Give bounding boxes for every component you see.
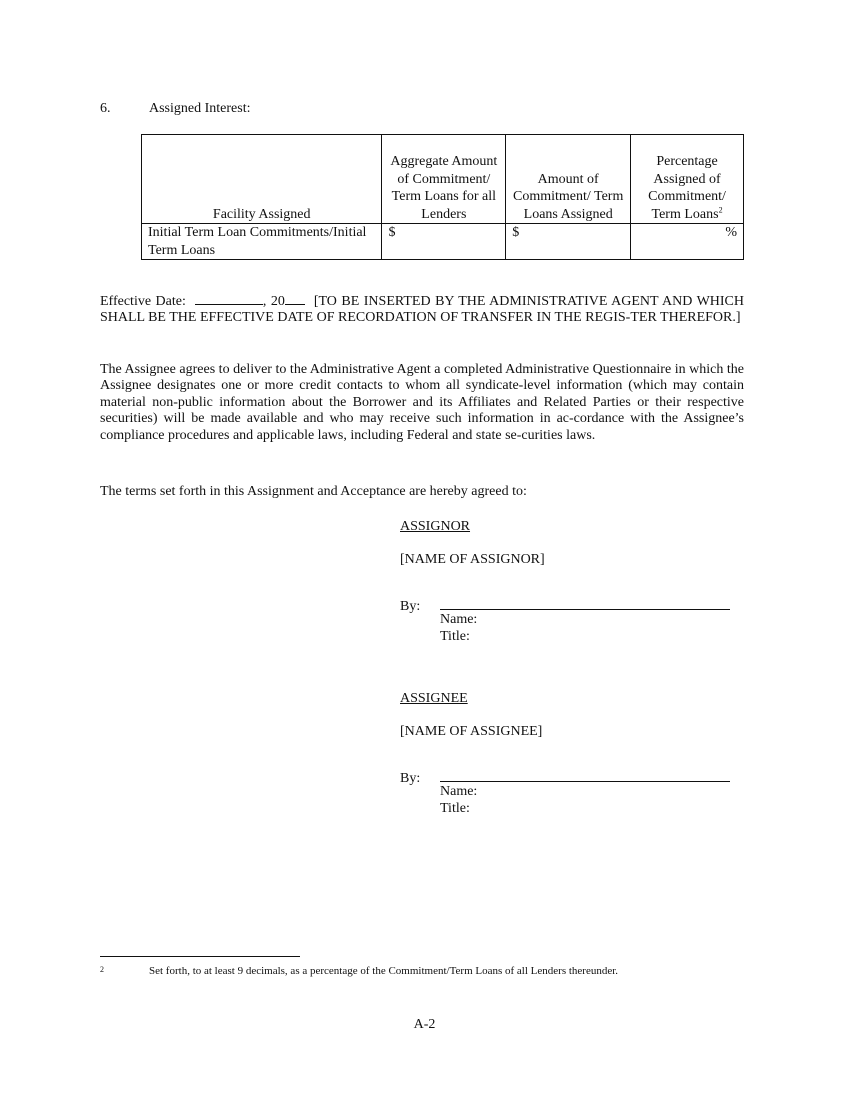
page-number: A-2: [413, 1017, 436, 1032]
footnote-divider: [100, 956, 300, 957]
effective-date-label: Effective Date:: [100, 294, 186, 309]
effective-date-instruction: [TO BE INSERTED BY THE ADMINISTRATIVE AGENT AND WHICH SHALL BE THE EFFECTIVE DATE OF RECORDATION OF TRANSFER IN THE REGIS-TER THEREFOR.]: [100, 294, 745, 326]
cell-assigned: $: [506, 224, 631, 260]
header-assigned: Amount of Commitment/ Term Loans Assigned: [506, 135, 631, 224]
assignee-name: [NAME OF ASSIGNEE]: [400, 724, 543, 739]
header-aggregate: Aggregate Amount of Commitment/ Term Loans for all Lenders: [382, 135, 506, 224]
header-footnote-ref: 2: [718, 204, 723, 214]
effective-date-paragraph: [100, 293, 744, 327]
assignor-title-label: Title:: [440, 629, 470, 644]
assignee-title-label: Title:: [440, 801, 470, 816]
section-title: Assigned Interest:: [149, 101, 251, 116]
agreed-paragraph: The terms set forth in this Assignment and Acceptance are hereby agreed to:: [100, 484, 527, 499]
assignor-name: [NAME OF ASSIGNOR]: [400, 552, 545, 567]
header-facility: Facility Assigned: [142, 135, 382, 224]
assignor-signature-rule: [440, 609, 730, 610]
assignor-signature-line: [400, 599, 740, 659]
table-header-row: [142, 135, 744, 224]
assignor-by-label: By:: [400, 599, 421, 614]
section-heading: [100, 101, 250, 117]
assignor-name-label: Name:: [440, 612, 478, 627]
footnote-number: 2: [100, 965, 104, 974]
questionnaire-paragraph: The Assignee agrees to deliver to the Administrative Agent a completed Administrative Questionnaire in which the Assignee designates one or more credit contacts to whom all syndicate-level information (which may contain material non-public information about the Borrower and its Affiliates and Related Parties or their respective securities) will be made available and who may receive such information in ac-cordance with the Assignee’s compliance procedures and applicable laws, including Federal and state se-curities laws.: [100, 362, 744, 443]
assignee-heading: ASSIGNEE: [400, 691, 468, 706]
section-number: 6.: [100, 101, 111, 116]
date-blank: [195, 293, 263, 305]
assignor-heading: ASSIGNOR: [400, 519, 471, 534]
cell-aggregate: $: [382, 224, 506, 260]
assignee-signature-line: [400, 771, 740, 831]
assignor-block: [400, 519, 740, 659]
cell-percentage: %: [631, 224, 744, 260]
assignee-block: [400, 691, 740, 831]
header-percentage: [631, 135, 744, 224]
footnote-text: Set forth, to at least 9 decimals, as a percentage of the Commitment/Term Loans of all Lenders thereunder.: [149, 965, 619, 977]
assignee-by-label: By:: [400, 771, 421, 786]
cell-facility: Initial Term Loan Commitments/Initial Term Loans: [142, 224, 382, 260]
footnote: [100, 965, 618, 977]
assigned-interest-table: [141, 134, 744, 260]
effective-date-year: , 20: [262, 294, 285, 309]
table-row: [142, 224, 744, 260]
assignee-signature-rule: [440, 781, 730, 782]
header-percentage-text: Percentage Assigned of Commitment/ Term Loans: [648, 154, 726, 222]
assignee-name-label: Name:: [440, 784, 478, 799]
year-blank: [285, 293, 305, 305]
